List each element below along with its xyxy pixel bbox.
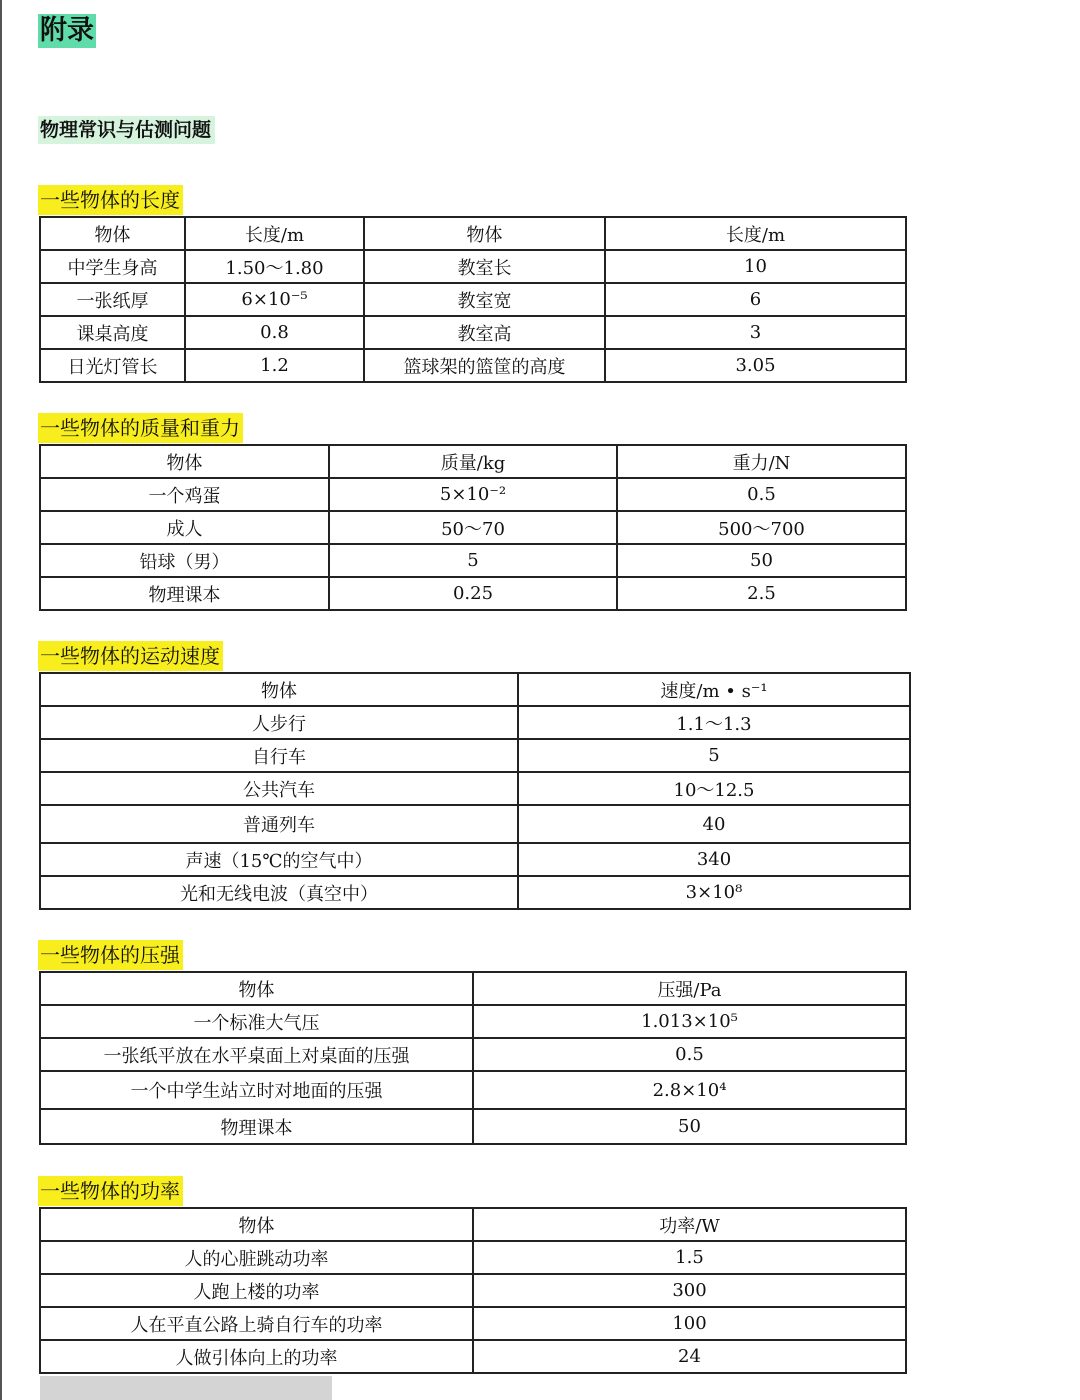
mass-weight-table <box>39 444 907 611</box>
table-cell: 篮球架的篮筐的高度 <box>364 349 605 382</box>
table-row <box>40 772 910 805</box>
table-row <box>40 1340 906 1373</box>
table-cell: 40 <box>518 805 910 843</box>
table-cell: 0.25 <box>329 577 617 610</box>
table-cell: 1.013×10⁵ <box>473 1005 906 1038</box>
table-cell: 人步行 <box>40 706 518 739</box>
header-cell: 物体 <box>40 673 518 706</box>
table-cell: 0.5 <box>473 1038 906 1071</box>
table-header-row <box>40 217 906 250</box>
table-cell: 教室高 <box>364 316 605 349</box>
table-cell: 6 <box>605 283 906 316</box>
header-cell: 物体 <box>40 445 329 478</box>
table-row <box>40 706 910 739</box>
table-cell: 340 <box>518 843 910 876</box>
table-row <box>40 1071 906 1109</box>
table-cell: 3×10⁸ <box>518 876 910 909</box>
table-cell: 10～12.5 <box>518 772 910 805</box>
table-cell: 自行车 <box>40 739 518 772</box>
table-cell: 24 <box>473 1340 906 1373</box>
table-cell: 一个标准大气压 <box>40 1005 473 1038</box>
table-row <box>40 1274 906 1307</box>
table-cell: 一张纸厚 <box>40 283 185 316</box>
table-cell: 铅球（男） <box>40 544 329 577</box>
table-row <box>40 1109 906 1144</box>
section-heading-power: 一些物体的功率 <box>38 1176 183 1206</box>
table-header-row <box>40 673 910 706</box>
table-row <box>40 739 910 772</box>
table-cell: 人做引体向上的功率 <box>40 1340 473 1373</box>
header-cell: 重力/N <box>617 445 906 478</box>
table-cell: 100 <box>473 1307 906 1340</box>
table-cell: 0.5 <box>617 478 906 511</box>
table-row <box>40 1241 906 1274</box>
table-cell: 50 <box>617 544 906 577</box>
table-row <box>40 478 906 511</box>
table-row <box>40 577 906 610</box>
table-cell: 2.8×10⁴ <box>473 1071 906 1109</box>
table-cell: 一个中学生站立时对地面的压强 <box>40 1071 473 1109</box>
length-table <box>39 216 907 383</box>
header-cell: 长度/m <box>185 217 364 250</box>
table-cell: 一张纸平放在水平桌面上对桌面的压强 <box>40 1038 473 1071</box>
table-cell: 1.2 <box>185 349 364 382</box>
header-cell: 物体 <box>364 217 605 250</box>
table-row <box>40 1307 906 1340</box>
table-cell: 3 <box>605 316 906 349</box>
table-row <box>40 544 906 577</box>
table-cell: 300 <box>473 1274 906 1307</box>
header-cell: 功率/W <box>473 1208 906 1241</box>
header-cell: 物体 <box>40 972 473 1005</box>
table-cell: 人跑上楼的功率 <box>40 1274 473 1307</box>
table-cell: 6×10⁻⁵ <box>185 283 364 316</box>
table-cell: 中学生身高 <box>40 250 185 283</box>
speed-table <box>39 672 911 910</box>
table-cell: 物理课本 <box>40 577 329 610</box>
table-row <box>40 283 906 316</box>
table-cell: 人的心脏跳动功率 <box>40 1241 473 1274</box>
table-header-row <box>40 972 906 1005</box>
table-cell: 50～70 <box>329 511 617 544</box>
table-row <box>40 1038 906 1071</box>
table-row <box>40 250 906 283</box>
page-bottom-strip <box>40 1376 332 1400</box>
table-cell: 5 <box>518 739 910 772</box>
table-cell: 日光灯管长 <box>40 349 185 382</box>
table-cell: 成人 <box>40 511 329 544</box>
section-heading-speed: 一些物体的运动速度 <box>38 641 223 671</box>
table-row <box>40 805 910 843</box>
pressure-table <box>39 971 907 1145</box>
table-row <box>40 843 910 876</box>
page-title: 附录 <box>40 15 94 46</box>
table-cell: 0.8 <box>185 316 364 349</box>
table-cell: 5×10⁻² <box>329 478 617 511</box>
table-header-row <box>40 1208 906 1241</box>
table-row <box>40 349 906 382</box>
table-cell: 教室宽 <box>364 283 605 316</box>
table-cell: 1.50～1.80 <box>185 250 364 283</box>
table-cell: 人在平直公路上骑自行车的功率 <box>40 1307 473 1340</box>
table-cell: 10 <box>605 250 906 283</box>
table-cell: 光和无线电波（真空中） <box>40 876 518 909</box>
header-cell: 速度/m • s⁻¹ <box>518 673 910 706</box>
header-cell: 物体 <box>40 217 185 250</box>
table-cell: 课桌高度 <box>40 316 185 349</box>
table-cell: 1.5 <box>473 1241 906 1274</box>
table-cell: 2.5 <box>617 577 906 610</box>
header-cell: 物体 <box>40 1208 473 1241</box>
table-row <box>40 316 906 349</box>
table-cell: 50 <box>473 1109 906 1144</box>
table-cell: 5 <box>329 544 617 577</box>
table-row <box>40 511 906 544</box>
header-cell: 质量/kg <box>329 445 617 478</box>
table-cell: 一个鸡蛋 <box>40 478 329 511</box>
section-heading-length: 一些物体的长度 <box>38 185 183 215</box>
table-header-row <box>40 445 906 478</box>
table-row <box>40 1005 906 1038</box>
table-cell: 教室长 <box>364 250 605 283</box>
table-cell: 500～700 <box>617 511 906 544</box>
table-cell: 普通列车 <box>40 805 518 843</box>
header-cell: 长度/m <box>605 217 906 250</box>
power-table <box>39 1207 907 1374</box>
table-cell: 公共汽车 <box>40 772 518 805</box>
table-cell: 声速（15℃的空气中） <box>40 843 518 876</box>
page-left-border <box>0 0 2 1400</box>
table-cell: 物理课本 <box>40 1109 473 1144</box>
page-subtitle: 物理常识与估测问题 <box>38 116 215 144</box>
table-cell: 1.1～1.3 <box>518 706 910 739</box>
header-cell: 压强/Pa <box>473 972 906 1005</box>
section-heading-pressure: 一些物体的压强 <box>38 940 183 970</box>
section-heading-mass-weight: 一些物体的质量和重力 <box>38 413 243 443</box>
table-cell: 3.05 <box>605 349 906 382</box>
table-row <box>40 876 910 909</box>
